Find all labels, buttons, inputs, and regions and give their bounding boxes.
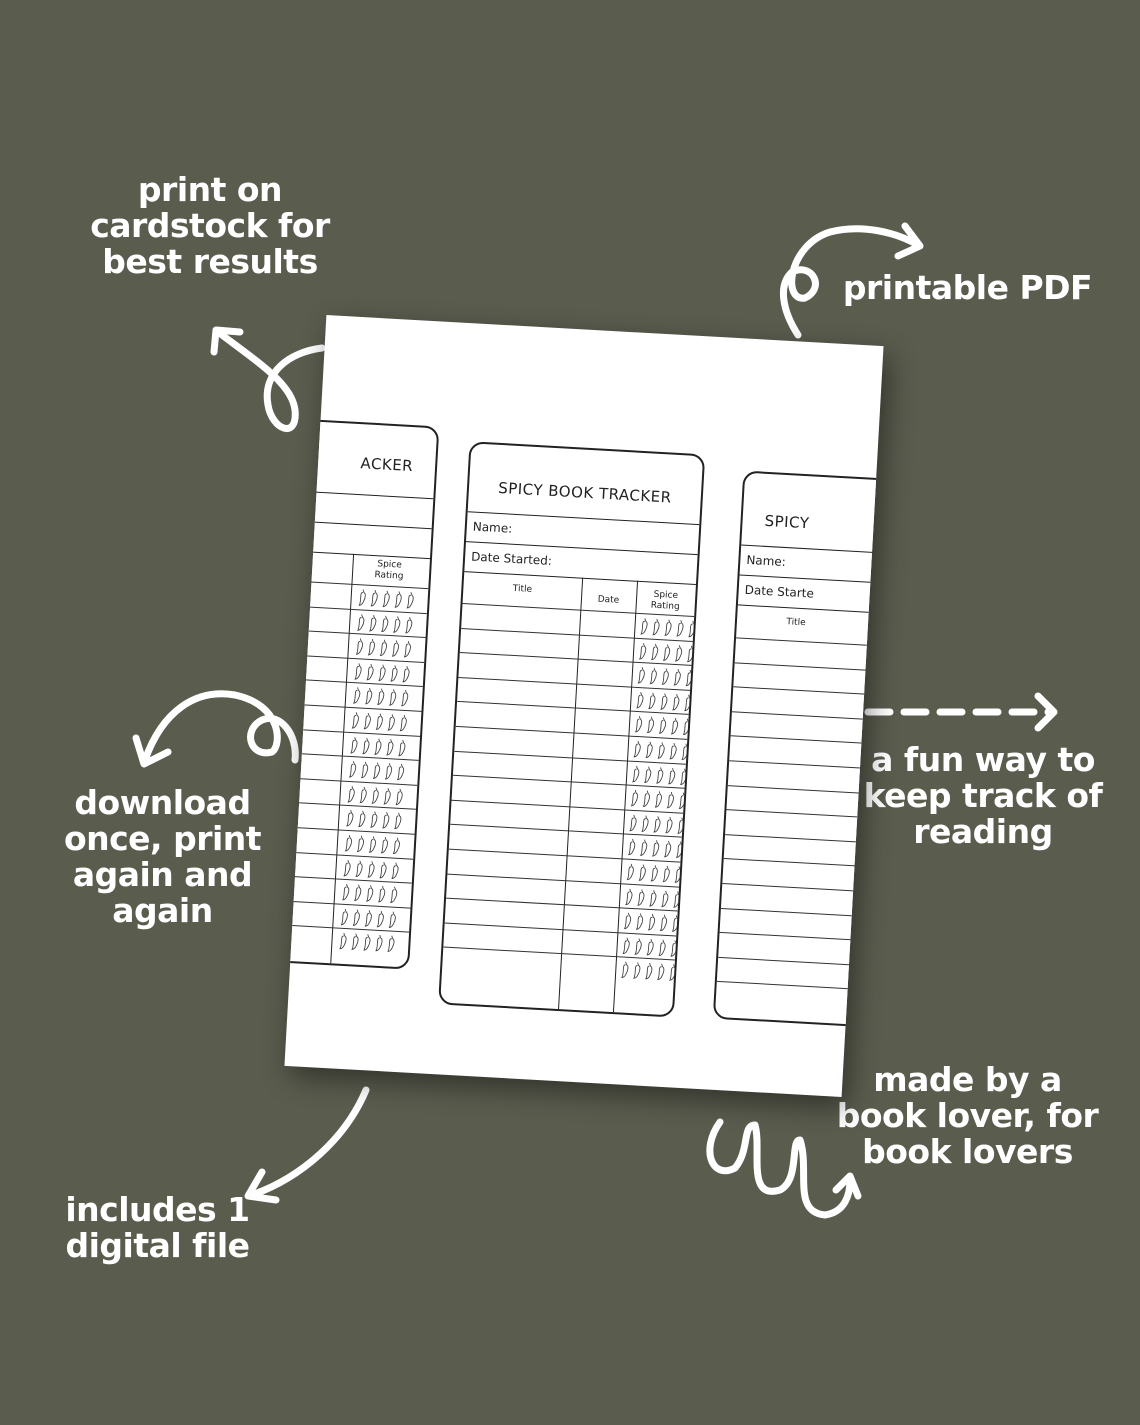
note-printable-pdf: printable PDF (842, 268, 1093, 307)
pepper-icon (342, 858, 353, 877)
pepper-icon (671, 693, 682, 712)
pepper-icon (372, 761, 383, 780)
pepper-icon (659, 692, 670, 711)
pepper-icon (390, 861, 401, 880)
pepper-icon (644, 740, 655, 759)
pepper-icon (363, 909, 374, 928)
pepper-icon (353, 884, 364, 903)
pepper-icon (670, 914, 681, 933)
spice-rating-cell[interactable] (634, 714, 693, 737)
pepper-icon (652, 815, 663, 834)
pepper-icon (388, 688, 399, 707)
pepper-icon (668, 964, 679, 983)
pepper-icon (378, 860, 389, 879)
pepper-icon (650, 642, 661, 661)
pepper-icon (381, 590, 392, 609)
pepper-icon (676, 816, 687, 835)
pepper-icon (687, 620, 698, 639)
pepper-icon (636, 888, 647, 907)
pepper-icon (651, 839, 662, 858)
spice-rating-cell[interactable] (628, 812, 687, 835)
spice-rating-cell[interactable] (632, 739, 691, 762)
pepper-icon (656, 741, 667, 760)
col-date: Date (597, 594, 620, 606)
spice-rating-cell[interactable] (635, 690, 694, 713)
pepper-icon (404, 615, 415, 634)
pepper-icon (659, 914, 670, 933)
pepper-icon (672, 890, 683, 909)
col-title: Title (512, 583, 533, 595)
pepper-icon (664, 815, 675, 834)
pepper-icon (392, 615, 403, 634)
pepper-icon (373, 737, 384, 756)
spice-rating-cell[interactable] (354, 636, 413, 659)
spice-rating-cell[interactable] (338, 931, 397, 954)
spice-rating-cell[interactable] (621, 935, 680, 958)
note-digital-file: includes 1 digital file (65, 1190, 250, 1265)
pepper-icon (631, 764, 642, 783)
pepper-icon (684, 669, 695, 688)
pepper-icon (393, 590, 404, 609)
spice-rating-cell[interactable] (348, 759, 407, 782)
date-started-label: Date Started: (470, 549, 553, 568)
pepper-icon (389, 886, 400, 905)
pepper-icon (369, 589, 380, 608)
pepper-icon (400, 689, 411, 708)
pepper-icon (645, 938, 656, 957)
rows (471, 443, 703, 456)
pepper-icon (621, 936, 632, 955)
pepper-icon (635, 912, 646, 931)
pepper-icon (354, 637, 365, 656)
spice-rating-cell[interactable] (345, 808, 404, 831)
pepper-icon (675, 841, 686, 860)
pepper-icon (376, 688, 387, 707)
pepper-icon (378, 639, 389, 658)
pepper-icon (354, 859, 365, 878)
pepper-icon (629, 789, 640, 808)
spice-rating-cell[interactable] (629, 788, 688, 811)
pepper-icon (374, 712, 385, 731)
pepper-icon (341, 883, 352, 902)
spice-rating-cell[interactable] (623, 911, 682, 934)
pepper-icon (386, 935, 397, 954)
pepper-icon (661, 865, 672, 884)
spice-rating-cell[interactable] (356, 612, 415, 635)
pepper-icon (663, 840, 674, 859)
pepper-icon (380, 614, 391, 633)
note-book-lover: made by a book lover, for book lovers (836, 1060, 1099, 1171)
card-title: ACKER (359, 454, 414, 476)
pepper-icon (366, 860, 377, 879)
loop-arrow-icon (222, 335, 322, 429)
pepper-icon (686, 644, 697, 663)
pepper-icon (338, 932, 349, 951)
pepper-icon (640, 814, 651, 833)
pepper-icon (667, 766, 678, 785)
pepper-icon (660, 667, 671, 686)
pepper-icon (662, 643, 673, 662)
pepper-icon (357, 588, 368, 607)
pepper-icon (374, 934, 385, 953)
pepper-icon (391, 837, 402, 856)
pepper-icon (641, 790, 652, 809)
spice-rating-cell[interactable] (341, 882, 400, 905)
pepper-icon (365, 884, 376, 903)
pepper-icon (683, 693, 694, 712)
pepper-icon (387, 910, 398, 929)
pepper-icon (364, 687, 375, 706)
pepper-icon (367, 835, 378, 854)
pepper-icon (386, 713, 397, 732)
pepper-icon (670, 717, 681, 736)
rows (745, 473, 883, 486)
pepper-icon (656, 963, 667, 982)
pepper-icon (668, 742, 679, 761)
pepper-icon (637, 863, 648, 882)
pepper-icon (362, 712, 373, 731)
pepper-icon (648, 667, 659, 686)
squiggle-icon (710, 1122, 850, 1215)
note-download: download once, print again and again (63, 783, 262, 930)
pepper-icon (343, 834, 354, 853)
pepper-icon (648, 889, 659, 908)
pepper-icon (352, 686, 363, 705)
tracker-card-main (438, 441, 705, 1017)
spice-rating-cell[interactable] (625, 862, 684, 885)
pepper-icon (401, 665, 412, 684)
date-started-label: Date Starte (744, 582, 815, 601)
pepper-icon (377, 663, 388, 682)
pepper-icon (628, 813, 639, 832)
pepper-icon (620, 961, 631, 980)
pepper-icon (655, 766, 666, 785)
col-spice-rating: Spice Rating (650, 589, 680, 613)
pepper-icon (675, 619, 686, 638)
pepper-icon (381, 811, 392, 830)
spice-rating-cell[interactable] (639, 616, 698, 639)
pepper-icon (393, 812, 404, 831)
spice-rating-cell[interactable] (352, 685, 411, 708)
pepper-icon (653, 790, 664, 809)
pepper-icon (647, 691, 658, 710)
pepper-icon (346, 785, 357, 804)
pepper-icon (625, 863, 636, 882)
spice-rating-cell[interactable] (342, 857, 401, 880)
pepper-icon (357, 810, 368, 829)
name-label: Name: (472, 519, 513, 536)
pepper-icon (366, 638, 377, 657)
pepper-icon (673, 865, 684, 884)
pepper-icon (644, 962, 655, 981)
pepper-icon (375, 910, 386, 929)
pepper-icon (360, 761, 371, 780)
pepper-icon (672, 668, 683, 687)
printable-sheet (284, 315, 883, 1097)
pepper-icon (638, 642, 649, 661)
pepper-icon (665, 791, 676, 810)
pepper-icon (394, 787, 405, 806)
pepper-icon (379, 836, 390, 855)
spice-rating-cell[interactable] (350, 710, 409, 733)
spice-rating-cell[interactable] (346, 784, 405, 807)
pepper-icon (402, 640, 413, 659)
pepper-icon (674, 644, 685, 663)
spice-rating-cell[interactable] (349, 735, 408, 758)
spice-rating-cell[interactable] (343, 833, 402, 856)
pepper-icon (680, 742, 691, 761)
card-title: SPICY (764, 511, 810, 533)
spice-rating-cell[interactable] (353, 661, 412, 684)
pepper-icon (632, 740, 643, 759)
pepper-icon (368, 613, 379, 632)
pepper-icon (634, 715, 645, 734)
pepper-icon (385, 738, 396, 757)
spice-rating-cell[interactable] (339, 907, 398, 930)
pepper-icon (390, 639, 401, 658)
pepper-icon (643, 765, 654, 784)
pepper-icon (633, 937, 644, 956)
pepper-icon (669, 939, 680, 958)
spice-rating-cell[interactable] (638, 641, 697, 664)
pepper-icon (651, 618, 662, 637)
pepper-icon (358, 785, 369, 804)
pepper-icon (658, 717, 669, 736)
pepper-icon (362, 933, 373, 952)
pepper-icon (370, 786, 381, 805)
name-label: Name: (746, 552, 787, 570)
pepper-icon (649, 864, 660, 883)
pepper-icon (397, 738, 408, 757)
pepper-icon (382, 787, 393, 806)
pepper-icon (646, 716, 657, 735)
spice-rating-cell[interactable] (631, 763, 690, 786)
note-cardstock: print on cardstock for best results (90, 170, 330, 281)
pepper-icon (635, 691, 646, 710)
pepper-icon (365, 663, 376, 682)
pepper-icon (350, 933, 361, 952)
pepper-icon (348, 760, 359, 779)
pepper-icon (349, 736, 360, 755)
pepper-icon (636, 666, 647, 685)
pepper-icon (398, 714, 409, 733)
curved-arrow-icon (252, 1090, 366, 1195)
pepper-icon (361, 736, 372, 755)
pepper-icon (681, 718, 692, 737)
pepper-icon (353, 662, 364, 681)
pepper-icon (384, 762, 395, 781)
pepper-icon (396, 763, 407, 782)
pepper-icon (350, 711, 361, 730)
pepper-icon (351, 908, 362, 927)
spice-rating-cell[interactable] (627, 837, 686, 860)
pepper-icon (623, 912, 634, 931)
pepper-icon (377, 885, 388, 904)
pepper-icon (677, 792, 688, 811)
col-title: Title (786, 617, 806, 629)
pepper-icon (356, 613, 367, 632)
card-title: SPICY BOOK TRACKER (497, 478, 673, 507)
pepper-icon (405, 591, 416, 610)
pepper-icon (657, 938, 668, 957)
pepper-icon (339, 908, 350, 927)
pepper-icon (389, 664, 400, 683)
pepper-icon (663, 618, 674, 637)
pepper-icon (624, 887, 635, 906)
pepper-icon (627, 838, 638, 857)
spice-rating-cell[interactable] (620, 960, 679, 983)
pepper-icon (369, 811, 380, 830)
pepper-icon (679, 767, 690, 786)
pepper-icon (632, 962, 643, 981)
pepper-icon (345, 809, 356, 828)
pepper-icon (639, 617, 650, 636)
spice-rating-cell[interactable] (357, 587, 416, 610)
pepper-icon (647, 913, 658, 932)
col-spice-rating: Spice Rating (374, 559, 404, 582)
spice-rating-cell[interactable] (636, 665, 695, 688)
note-fun-way: a fun way to keep track of reading (863, 740, 1103, 851)
pepper-icon (639, 839, 650, 858)
spice-rating-cell[interactable] (624, 886, 683, 909)
pepper-icon (355, 834, 366, 853)
pepper-icon (660, 889, 671, 908)
